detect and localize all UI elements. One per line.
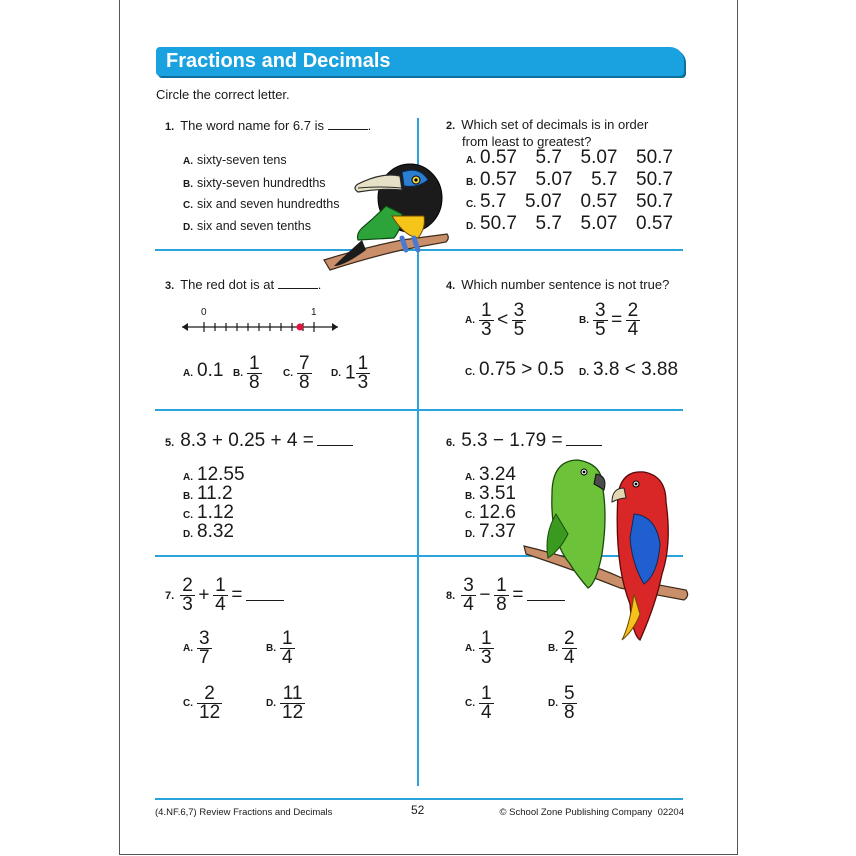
question-number: 5.: [165, 437, 175, 449]
q6-option-d[interactable]: D. 7.37: [465, 521, 516, 542]
q8-option-a[interactable]: A. $\frac{1}{3}$: [465, 628, 492, 668]
question-text: 8.3 + 0.25 + 4 =: [180, 430, 314, 451]
q1-option-d[interactable]: D. six and seven tenths: [183, 219, 311, 233]
answer-blank: [328, 119, 368, 130]
question-4: [446, 277, 669, 292]
q7-option-d[interactable]: D. $\frac{11}{12}$: [266, 683, 304, 723]
q2-option-c[interactable]: C. 5.7 5.07 0.57 50.7: [466, 191, 674, 212]
q5-option-c[interactable]: C. 1.12: [183, 502, 234, 523]
question-number: 6.: [446, 437, 456, 449]
question-number: 7.: [165, 589, 175, 602]
answer-blank: [566, 435, 602, 446]
q5-option-a[interactable]: A. 12.55: [183, 464, 245, 485]
parrots-illustration: [522, 454, 690, 646]
q3-option-a[interactable]: A. 0.1: [183, 360, 224, 381]
q4-option-a[interactable]: A. $\frac{1}{3}$ < $\frac{3}{5}$: [465, 300, 525, 340]
page-number: 52: [411, 803, 425, 817]
q6-option-a[interactable]: A. 3.24: [465, 464, 516, 485]
question-7: 7. $\frac{2}{3}$ + $\frac{1}{4}$ =: [165, 577, 284, 614]
q4-option-d[interactable]: D. 3.8 < 3.88: [579, 359, 679, 380]
q3-option-d[interactable]: D. 1 $\frac{1}{3}$: [331, 353, 369, 393]
numberline-label-end: 1: [311, 307, 317, 318]
answer-blank: [246, 590, 284, 601]
row-divider-2: [155, 409, 683, 411]
q1-option-b[interactable]: B. sixty-seven hundredths: [183, 176, 326, 190]
question-3: 3. The red dot is at .: [165, 277, 322, 292]
numberline-label-start: 0: [201, 307, 207, 318]
q8-option-c[interactable]: C. $\frac{1}{4}$: [465, 683, 492, 723]
toucan-illustration: [322, 158, 457, 278]
q8-option-d[interactable]: D. $\frac{5}{8}$: [548, 683, 575, 723]
question-number: 1.: [165, 121, 175, 133]
q4-option-b[interactable]: B. $\frac{3}{5}$ = $\frac{2}{4}$: [579, 300, 639, 340]
question-text-line-2: from least to greatest?: [462, 134, 592, 149]
q3-option-c[interactable]: C. $\frac{7}{8}$: [283, 353, 310, 393]
question-text: 5.3 − 1.79 =: [461, 430, 563, 451]
q7-option-b[interactable]: B. $\frac{1}{4}$: [266, 628, 293, 668]
red-dot: [297, 324, 304, 331]
number-line: [180, 318, 342, 338]
question-number: 3.: [165, 280, 175, 292]
question-text: Which number sentence is not true?: [461, 277, 670, 292]
question-number: 2.: [446, 120, 456, 132]
question-8: 8. $\frac{3}{4}$ − $\frac{1}{8}$ =: [446, 577, 565, 614]
q2-option-d[interactable]: D. 50.7 5.7 5.07 0.57: [466, 213, 674, 234]
answer-blank: [317, 435, 353, 446]
q5-option-d[interactable]: D. 8.32: [183, 521, 234, 542]
question-6: [446, 430, 602, 452]
question-1: 1. The word name for 6.7 is .: [165, 118, 372, 133]
question-text: The word name for 6.7 is: [180, 118, 324, 133]
question-2: [446, 117, 648, 149]
q4-option-c[interactable]: C. 0.75 > 0.5: [465, 359, 565, 380]
q7-option-c[interactable]: C. $\frac{2}{12}$: [183, 683, 221, 723]
footer-copyright: © School Zone Publishing Company 02204: [499, 807, 684, 818]
q7-option-a[interactable]: A. $\frac{3}{7}$: [183, 628, 210, 668]
footer-rule: [155, 798, 683, 800]
question-number: 4.: [446, 280, 456, 292]
instructions: Circle the correct letter.: [156, 87, 290, 102]
answer-blank: [527, 590, 565, 601]
answer-blank: [278, 278, 318, 289]
q2-option-b[interactable]: B. 0.57 5.07 5.7 50.7: [466, 169, 674, 190]
q1-option-a[interactable]: A. sixty-seven tens: [183, 153, 287, 167]
question-5: [165, 430, 353, 452]
q6-option-c[interactable]: C. 12.6: [465, 502, 516, 523]
q8-option-b[interactable]: B. $\frac{2}{4}$: [548, 628, 575, 668]
page-title: Fractions and Decimals: [156, 47, 684, 76]
q2-option-a[interactable]: A. 0.57 5.7 5.07 50.7: [466, 147, 674, 168]
q5-option-b[interactable]: B. 11.2: [183, 483, 233, 504]
q3-option-b[interactable]: B. $\frac{1}{8}$: [233, 353, 260, 393]
q6-option-b[interactable]: B. 3.51: [465, 483, 516, 504]
question-text: The red dot is at: [180, 277, 275, 292]
q1-option-c[interactable]: C. six and seven hundredths: [183, 197, 340, 211]
question-text: Which set of decimals is in order: [461, 117, 649, 132]
footer-standard: (4.NF.6,7) Review Fractions and Decimals: [155, 807, 333, 818]
question-number: 8.: [446, 589, 456, 602]
